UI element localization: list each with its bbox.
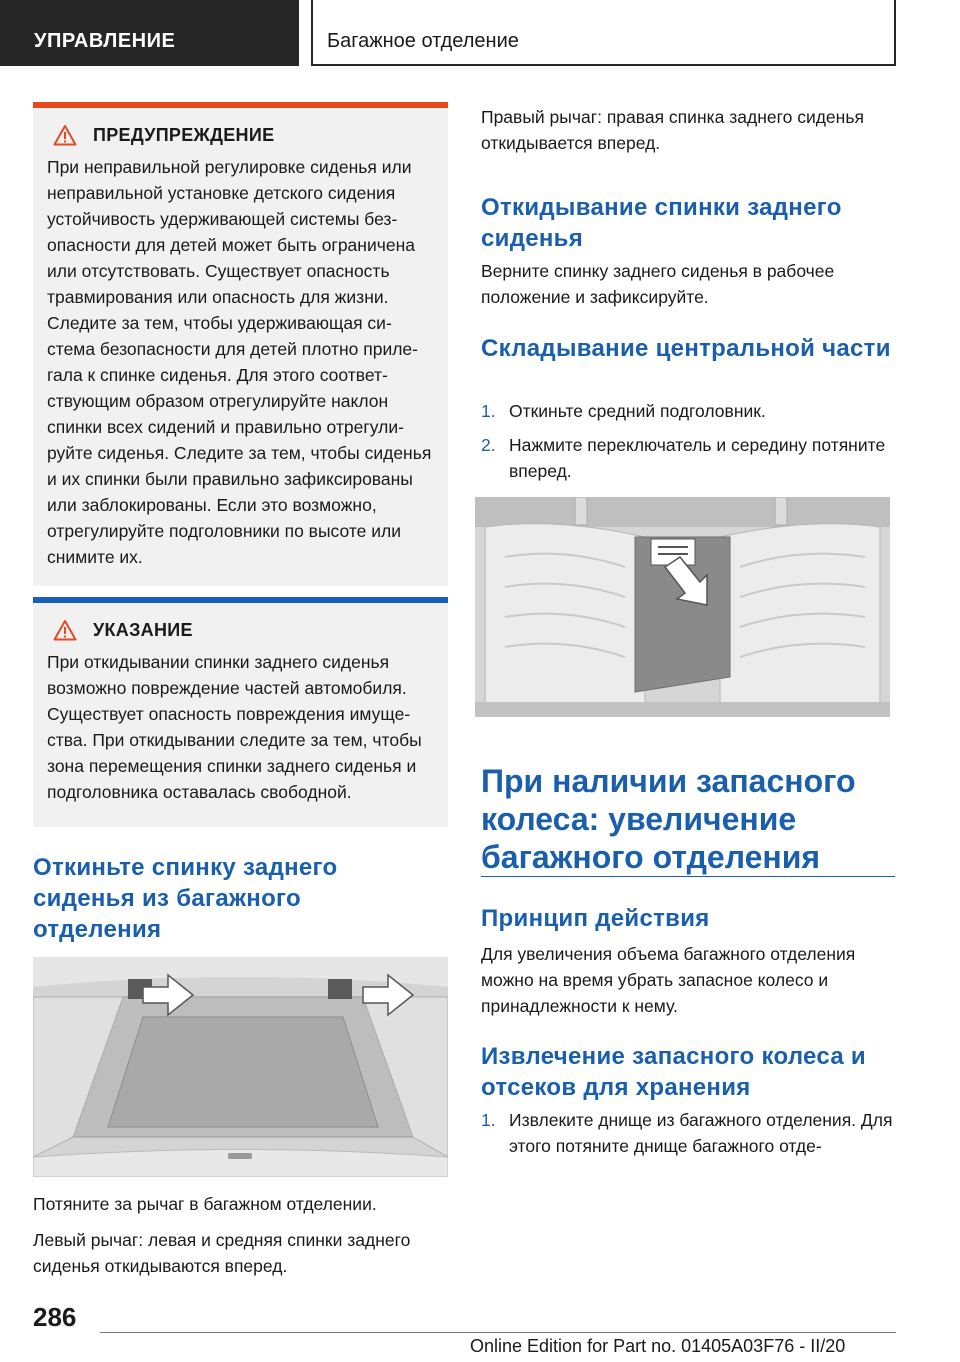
warning-text: При неправильной регулировке сиденья или неправильной установке детского сидения устойчивость удерживающей системы безопасности для детей может быть ограничена или отсутствовать. Существует опасность травмирования или опасность для жизни. Следите за тем, чтобы удерживающая система безопасности для детей плотно прилегала к спинке сиденья. Для этого соответствующим образом отрегулируйте наклон спинки всех сидений и правильно отрегулируйте сиденья. Следите за тем, чтобы сиденья и их спинки были правильно зафиксированы или заблокированы. Если это возможно, отрегулируйте подголовники по высоте или снимите их. — [47, 157, 432, 567]
principle-heading: Принцип действия — [481, 905, 710, 932]
section-tab — [0, 0, 299, 66]
title-underline — [481, 876, 895, 877]
chapter-tab — [311, 0, 896, 66]
warning-title: ПРЕДУПРЕЖДЕНИЕ — [93, 124, 275, 145]
lever-instruction: Потяните за рычаг в багажном отделении. — [33, 1194, 377, 1214]
caution-bar — [33, 597, 448, 603]
footer-divider — [100, 1332, 896, 1333]
center-fold-heading: Складывание центральной части — [481, 335, 891, 362]
warning-bar — [33, 102, 448, 108]
section-title: УПРАВЛЕНИЕ — [34, 30, 176, 52]
left-lever-text: Левый рычаг: левая и средняя спинки заднего сиденья откидываются вперед. — [33, 1230, 411, 1276]
fold-back-text: Верните спинку заднего сиденья в рабочее положение и зафиксируйте. — [481, 261, 835, 307]
caution-triangle-icon — [53, 619, 77, 641]
fold-from-trunk-heading: Откиньте спинку заднего сиденья из багажного отделения — [33, 854, 338, 943]
center-fold-steps — [481, 398, 895, 492]
list-item: 1. Откиньте средний подголовник. — [481, 401, 766, 421]
fold-back-heading: Откидывание спинки заднего сиденья — [481, 194, 842, 252]
caution-box — [33, 597, 448, 827]
caution-title: УКАЗАНИЕ — [93, 619, 193, 640]
page-number: 286 — [33, 1302, 77, 1332]
remove-spare-heading: Извлечение запасного колеса и отсеков для хранения — [481, 1043, 866, 1101]
list-item: 1. Извлеките днище из багажного отделения. Для этого потяните днище багажного отде- — [481, 1110, 893, 1156]
warning-triangle-icon — [53, 124, 77, 146]
rear-seat-illustration — [475, 497, 890, 717]
edition-text: Online Edition for Part no. 01405A03F76 - II/20 — [470, 1336, 846, 1356]
principle-text: Для увеличения объема багажного отделения можно на время убрать запасное колесо и принадлежности к нему. — [481, 944, 856, 1016]
list-item: 2. Нажмите переключатель и середину потяните вперед. — [481, 435, 886, 481]
chapter-title: Багажное отделение — [327, 30, 519, 52]
trunk-illustration — [33, 957, 448, 1177]
remove-spare-steps — [481, 1107, 895, 1167]
warning-box — [33, 102, 448, 586]
spare-wheel-title: При наличии запасного колеса: увеличение багажного отделения — [481, 763, 856, 875]
caution-text: При откидывании спинки заднего сиденья возможно повреждение частей автомобиля. Существует опасность повреждения имущества. При откидывании следите за тем, чтобы зона перемещения спинки заднего сиденья и подголовника оставалась свободной. — [47, 652, 422, 802]
right-lever-text: Правый рычаг: правая спинка заднего сиденья откидывается вперед. — [481, 107, 864, 153]
